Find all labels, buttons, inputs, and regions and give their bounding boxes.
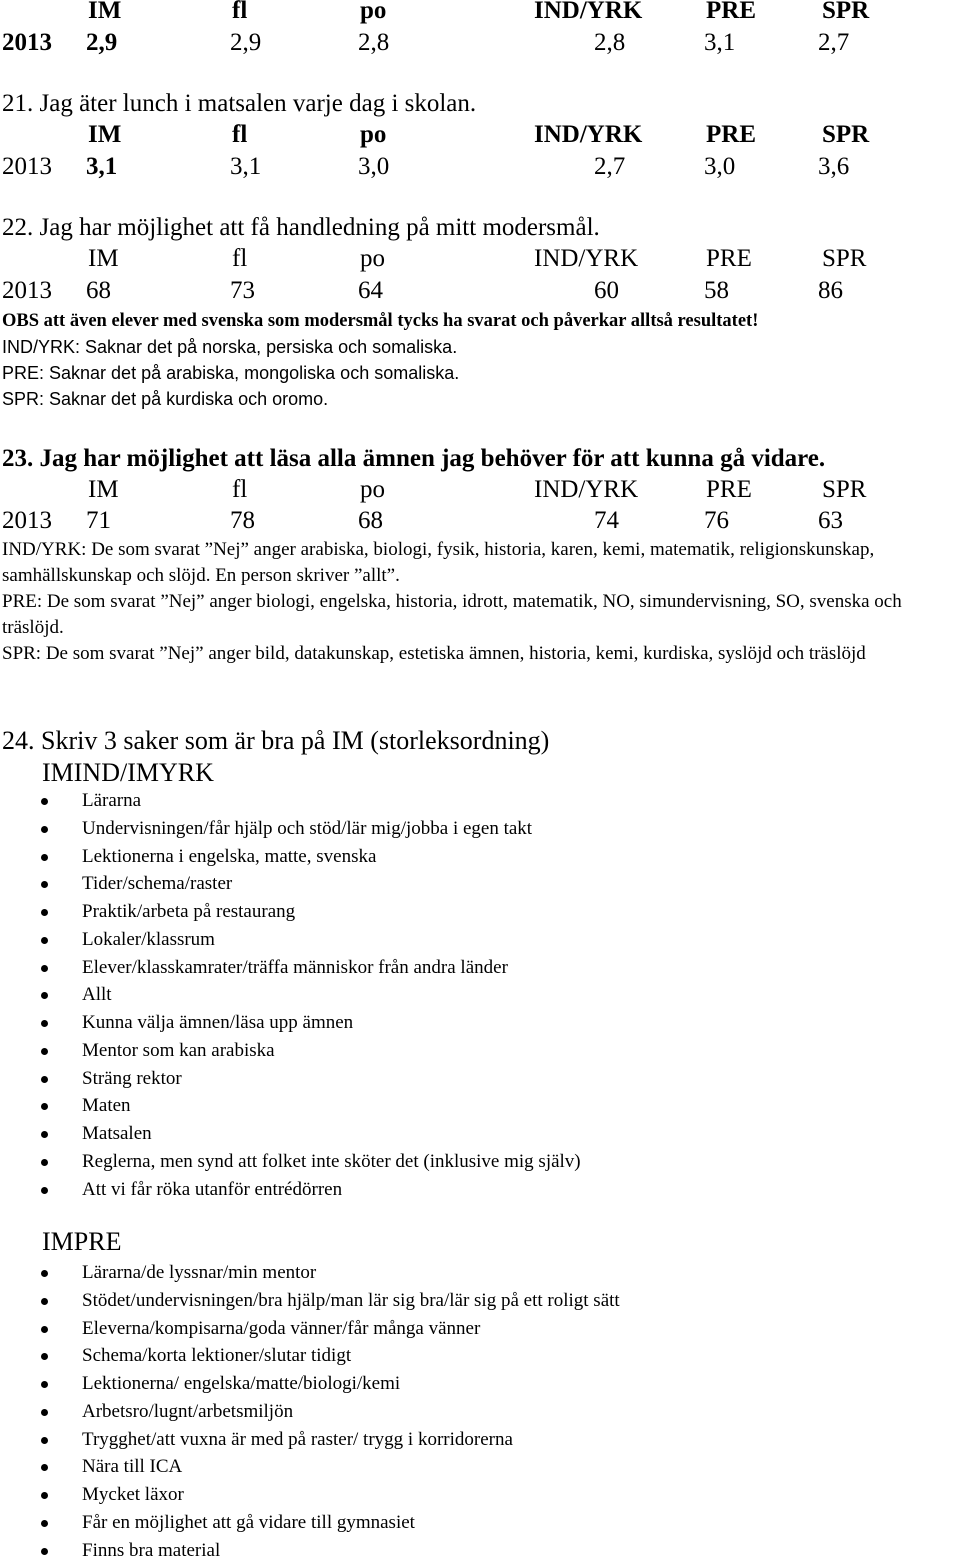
value-spr: 86 xyxy=(818,275,843,307)
header-pre: PRE xyxy=(706,119,756,151)
value-spr: 3,6 xyxy=(818,151,849,183)
header-im: IM xyxy=(88,0,121,27)
row-year: 2013 xyxy=(2,151,52,183)
bullet-icon xyxy=(41,909,48,916)
value-po: 3,0 xyxy=(358,151,389,183)
question-22-title: 22. Jag har möjlighet att få handledning på mitt modersmål. xyxy=(2,212,600,244)
bullet-icon xyxy=(41,1437,48,1444)
header-fl: fl xyxy=(232,474,247,506)
comment-ind-yrk: IND/YRK: De som svarat ”Nej” anger arabiska, biologi, fysik, historia, karen, kemi, matematik, religionskunskap, samhällskunskap och slöjd. En person skriver ”allt”. xyxy=(2,537,958,589)
q23-header-row xyxy=(0,474,900,506)
value-fl: 73 xyxy=(230,275,255,307)
header-po: po xyxy=(360,243,385,275)
value-po: 2,8 xyxy=(358,27,389,59)
header-im: IM xyxy=(88,119,121,151)
row-year: 2013 xyxy=(2,27,52,59)
value-im: 2,9 xyxy=(86,27,117,59)
header-spr: SPR xyxy=(822,474,866,506)
list-item-text: Finns bra material xyxy=(82,1537,220,1564)
value-ind-yrk: 2,7 xyxy=(594,151,625,183)
bullet-icon xyxy=(41,798,48,805)
list-item-text: Lärarna xyxy=(82,787,141,815)
header-po: po xyxy=(360,119,386,151)
bullet-icon xyxy=(41,854,48,861)
header-spr: SPR xyxy=(822,243,866,275)
header-fl: fl xyxy=(232,0,247,27)
value-po: 68 xyxy=(358,505,383,537)
bullet-icon xyxy=(41,1020,48,1027)
header-ind-yrk: IND/YRK xyxy=(534,474,638,506)
bullet-icon xyxy=(41,965,48,972)
bullet-icon xyxy=(41,1381,48,1388)
bullet-icon xyxy=(41,992,48,999)
list-item-text: Att vi får röka utanför entrédörren xyxy=(82,1176,342,1204)
value-fl: 2,9 xyxy=(230,27,261,59)
bullet-icon xyxy=(41,1159,48,1166)
list-item-text: Allt xyxy=(82,981,112,1009)
list-item-text: Matsalen xyxy=(82,1120,152,1148)
bullet-icon xyxy=(41,1326,48,1333)
list-item-text: Lärarna/de lyssnar/min mentor xyxy=(82,1259,316,1287)
question-21-title: 21. Jag äter lunch i matsalen varje dag i skolan. xyxy=(2,88,476,120)
list-item-text: Stödet/undervisningen/bra hjälp/man lär sig bra/lär sig på ett roligt sätt xyxy=(82,1287,620,1315)
bullet-icon xyxy=(41,1131,48,1138)
bullet-icon xyxy=(41,1270,48,1277)
obs-note: OBS att även elever med svenska som modersmål tycks ha svarat och påverkar alltså resultatet! xyxy=(2,308,758,334)
header-ind-yrk: IND/YRK xyxy=(534,119,642,151)
q21-data-row xyxy=(0,151,900,183)
list-item-text: Maten xyxy=(82,1092,131,1120)
value-ind-yrk: 74 xyxy=(594,505,619,537)
note-ind-yrk: IND/YRK: Saknar det på norska, persiska och somaliska. xyxy=(2,335,457,359)
value-spr: 63 xyxy=(818,505,843,537)
value-ind-yrk: 60 xyxy=(594,275,619,307)
bullet-icon xyxy=(41,1548,48,1555)
bullet-icon xyxy=(41,1103,48,1110)
value-pre: 3,0 xyxy=(704,151,735,183)
bullet-icon xyxy=(41,1520,48,1527)
row-year: 2013 xyxy=(2,275,52,307)
list-item-text: Kunna välja ämnen/läsa upp ämnen xyxy=(82,1009,353,1037)
q21-header-row xyxy=(0,119,900,151)
comment-pre: PRE: De som svarat ”Nej” anger biologi, engelska, historia, idrott, matematik, NO, simundervisning, SO, svenska och träslöjd. xyxy=(2,589,958,641)
list-item-text: Nära till ICA xyxy=(82,1453,182,1481)
header-pre: PRE xyxy=(706,243,752,275)
value-spr: 2,7 xyxy=(818,27,849,59)
bullet-icon xyxy=(41,1298,48,1305)
list-item-text: Får en möjlighet att gå vidare till gymnasiet xyxy=(82,1509,415,1537)
question-24-title: 24. Skriv 3 saker som är bra på IM (storleksordning) xyxy=(2,724,549,758)
bullet-icon xyxy=(41,1076,48,1083)
value-po: 64 xyxy=(358,275,383,307)
header-im: IM xyxy=(88,243,119,275)
list-item-text: Arbetsro/lugnt/arbetsmiljön xyxy=(82,1398,293,1426)
list-item-text: Mycket läxor xyxy=(82,1481,184,1509)
q23-data-row xyxy=(0,505,900,537)
header-spr: SPR xyxy=(822,119,869,151)
q22-header-row xyxy=(0,243,900,275)
bullet-icon xyxy=(41,1492,48,1499)
q22-data-row xyxy=(0,275,900,307)
header-po: po xyxy=(360,474,385,506)
note-spr: SPR: Saknar det på kurdiska och oromo. xyxy=(2,387,328,411)
bullet-icon xyxy=(41,826,48,833)
list-item-text: Lektionerna i engelska, matte, svenska xyxy=(82,843,376,871)
list-item-text: Reglerna, men synd att folket inte sköter det (inklusive mig själv) xyxy=(82,1148,581,1176)
header-pre: PRE xyxy=(706,474,752,506)
comment-spr: SPR: De som svarat ”Nej” anger bild, datakunskap, estetiska ämnen, historia, kemi, kurdiska, syslöjd och träslöjd xyxy=(2,641,958,667)
header-ind-yrk: IND/YRK xyxy=(534,0,642,27)
bullet-icon xyxy=(41,1187,48,1194)
question-23-title: 23. Jag har möjlighet att läsa alla ämnen jag behöver för att kunna gå vidare. xyxy=(2,443,825,475)
header-ind-yrk: IND/YRK xyxy=(534,243,638,275)
header-fl: fl xyxy=(232,243,247,275)
list-item-text: Mentor som kan arabiska xyxy=(82,1037,275,1065)
list-item-text: Schema/korta lektioner/slutar tidigt xyxy=(82,1342,351,1370)
bullet-icon xyxy=(41,1409,48,1416)
bullet-icon xyxy=(41,1048,48,1055)
group-heading-imind-imyrk: IMIND/IMYRK xyxy=(42,756,214,790)
row-year: 2013 xyxy=(2,505,52,537)
value-pre: 76 xyxy=(704,505,729,537)
header-fl: fl xyxy=(232,119,247,151)
header-im: IM xyxy=(88,474,119,506)
value-fl: 78 xyxy=(230,505,255,537)
value-im: 68 xyxy=(86,275,111,307)
list-item-text: Tider/schema/raster xyxy=(82,870,232,898)
list-item-text: Lokaler/klassrum xyxy=(82,926,215,954)
value-fl: 3,1 xyxy=(230,151,261,183)
header-pre: PRE xyxy=(706,0,756,27)
group-heading-impre: IMPRE xyxy=(42,1225,121,1259)
bullet-icon xyxy=(41,937,48,944)
bullet-icon xyxy=(41,1353,48,1360)
bullet-icon xyxy=(41,1464,48,1471)
bullet-icon xyxy=(41,881,48,888)
list-item-text: Lektionerna/ engelska/matte/biologi/kemi xyxy=(82,1370,400,1398)
value-pre: 58 xyxy=(704,275,729,307)
value-im: 3,1 xyxy=(86,151,117,183)
list-item-text: Praktik/arbeta på restaurang xyxy=(82,898,295,926)
list-item-text: Undervisningen/får hjälp och stöd/lär mig/jobba i egen takt xyxy=(82,815,532,843)
list-item-text: Sträng rektor xyxy=(82,1065,182,1093)
value-pre: 3,1 xyxy=(704,27,735,59)
table1-header-row xyxy=(0,0,900,27)
note-pre: PRE: Saknar det på arabiska, mongoliska och somaliska. xyxy=(2,361,459,385)
table1-data-row xyxy=(0,27,900,59)
value-im: 71 xyxy=(86,505,111,537)
list-item-text: Eleverna/kompisarna/goda vänner/får många vänner xyxy=(82,1315,480,1343)
header-po: po xyxy=(360,0,386,27)
header-spr: SPR xyxy=(822,0,869,27)
list-item-text: Elever/klasskamrater/träffa människor från andra länder xyxy=(82,954,508,982)
list-item-text: Trygghet/att vuxna är med på raster/ trygg i korridorerna xyxy=(82,1426,513,1454)
value-ind-yrk: 2,8 xyxy=(594,27,625,59)
